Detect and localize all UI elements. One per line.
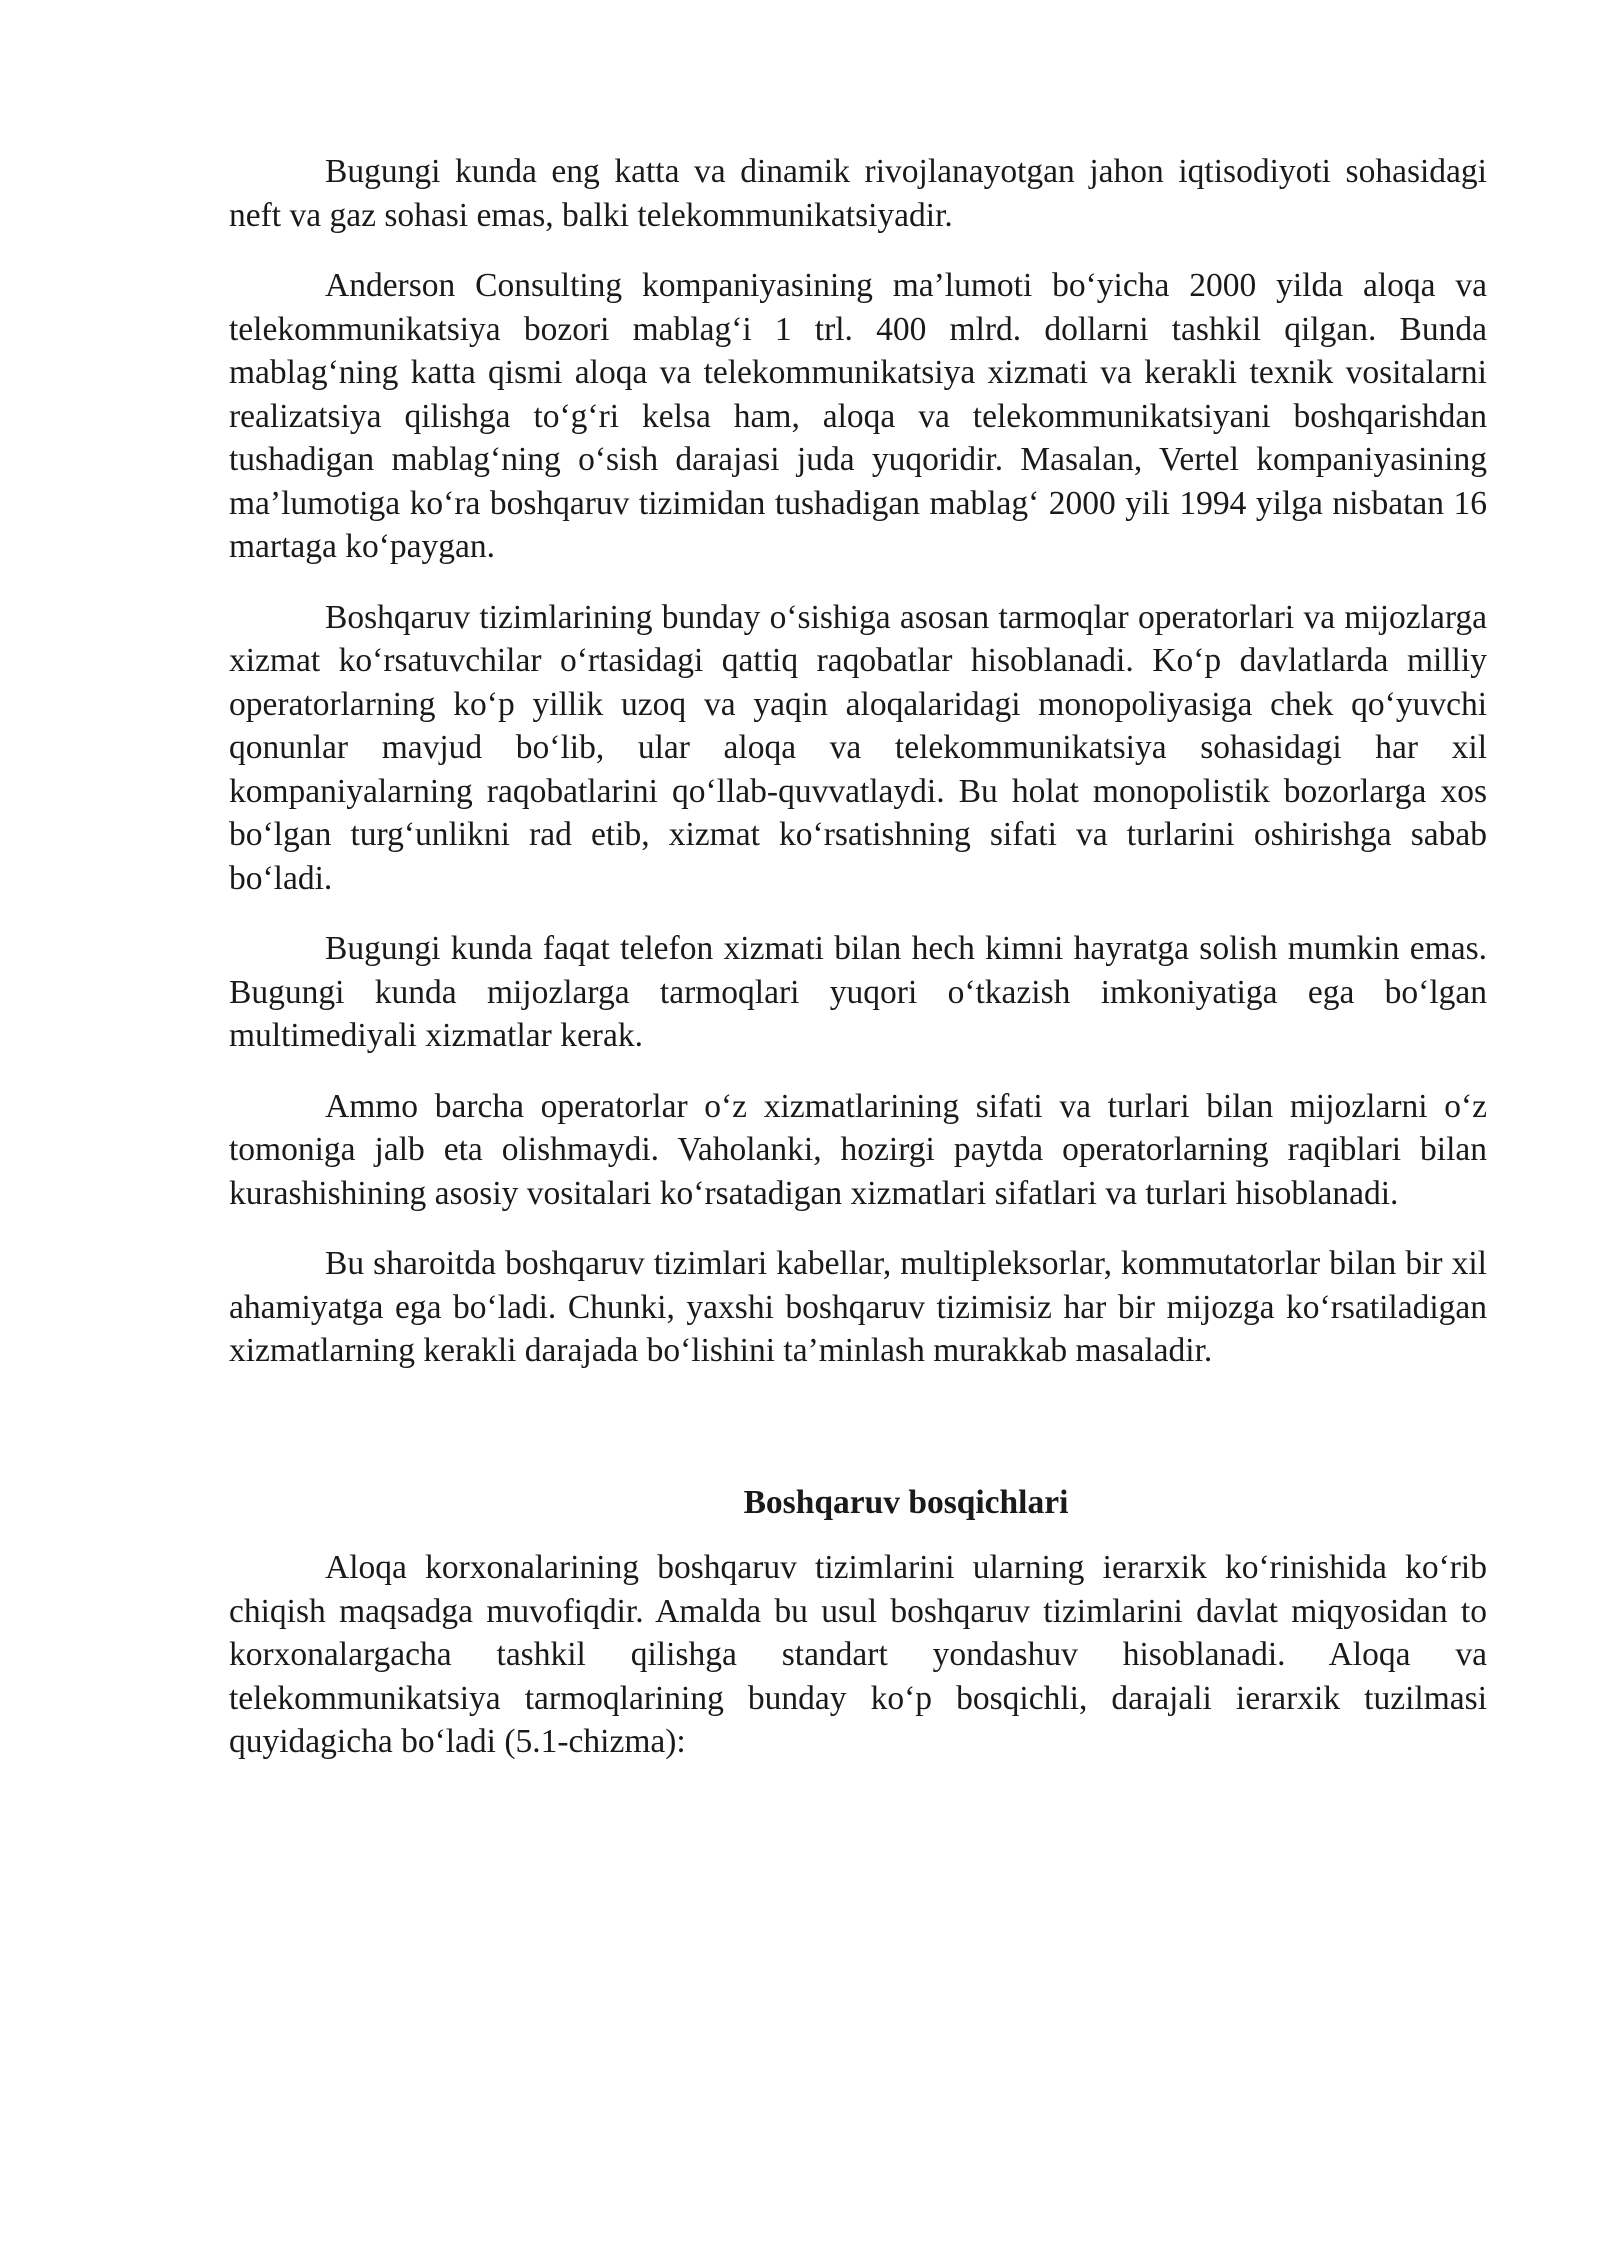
paragraph-management-systems: Bu sharoitda boshqaruv tizimlari kabellar, multipleksorlar, kommutatorlar bilan bir xil ahamiyatga ega bo‘ladi. Chunki, yaxshi boshqaruv tizimisiz har bir mijozga ko‘rsatiladigan xizmatlarning kerakli darajada bo‘lishini ta’minlash murakkab masaladir. [229, 1245, 1487, 1369]
document-page [229, 150, 1487, 1791]
paragraph-multimedia-services: Bugungi kunda faqat telefon xizmati bilan hech kimni hayratga solish mumkin emas. Bugungi kunda mijozlarga tarmoqlari yuqori o‘tkazish imkoniyatiga ega bo‘lgan multimediyali xizmatlar kerak. [229, 930, 1487, 1054]
paragraph-telecom-intro: Bugungi kunda eng katta va dinamik rivojlanayotgan jahon iqtisodiyoti sohasidagi neft va gaz sohasi emas, balki telekommunikatsiyadir. [229, 153, 1487, 234]
paragraph-anderson-consulting: Anderson Consulting kompaniyasining ma’lumoti bo‘yicha 2000 yilda aloqa va telekommunikatsiya bozori mablag‘i 1 trl. 400 mlrd. dollarni tashkil qilgan. Bunda mablag‘ning katta qismi aloqa va telekommunikatsiya xizmati va kerakli texnik vositalarni realizatsiya qilishga to‘g‘ri kelsa ham, aloqa va telekommunikatsiyani boshqarishdan tushadigan mablag‘ning o‘sish darajasi juda yuqoridir. Masalan, Vertel kompaniyasining ma’lumotiga ko‘ra boshqaruv tizimidan tushadigan mablag‘ 2000 yili 1994 yilga nisbatan 16 martaga ko‘paygan. [229, 267, 1487, 565]
section-heading: Boshqaruv bosqichlari [743, 1483, 1069, 1521]
paragraph-hierarchical-structure: Aloqa korxonalarining boshqaruv tizimlarini ularning ierarxik ko‘rinishida ko‘rib chiqish maqsadga muvofiqdir. Amalda bu usul boshqaruv tizimlarini davlat miqyosidan to korxonalargacha tashkil qilishga standart yondashuv hisoblanadi. Aloqa va telekommunikatsiya tarmoqlarining bunday ko‘p bosqichli, darajali ierarxik tuzilmasi quyidagicha bo‘ladi (5.1-chizma): [229, 1549, 1487, 1760]
paragraph-operators-competition: Ammo barcha operatorlar o‘z xizmatlarining sifati va turlari bilan mijozlarni o‘z tomoniga jalb eta olishmaydi. Vaholanki, hozirgi paytda operatorlarning raqiblari bilan kurashishining asosiy vositalari ko‘rsatadigan xizmatlari sifatlari va turlari hisoblanadi. [229, 1087, 1487, 1212]
paragraph-management-growth: Boshqaruv tizimlarining bunday o‘sishiga asosan tarmoqlar operatorlari va mijozlarga xizmat ko‘rsatuvchilar o‘rtasidagi qattiq raqobatlar hisoblanadi. Ko‘p davlatlarda milliy operatorlarning ko‘p yillik uzoq va yaqin aloqalaridagi monopoliyasiga chek qo‘yuvchi qonunlar mavjud bo‘lib, ular aloqa va telekommunikatsiya sohasidagi har xil kompaniyalarning raqobatlarini qo‘llab-quvvatlaydi. Bu holat monopolistik bozorlarga xos bo‘lgan turg‘unlikni rad etib, xizmat ko‘rsatishning sifati va turlarini oshirishga sabab bo‘ladi. [229, 598, 1487, 897]
